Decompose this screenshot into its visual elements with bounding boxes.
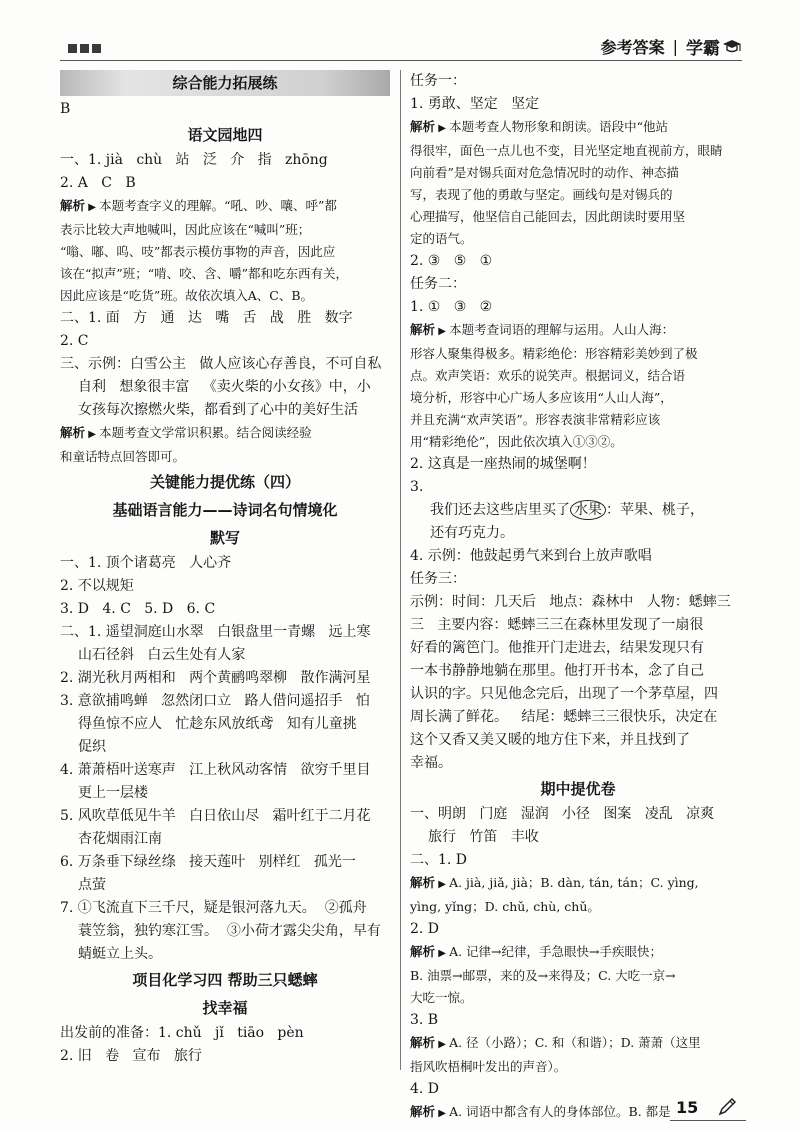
answer-line: 这个又香又美又暖的地方住下来，并且找到了 — [410, 732, 690, 748]
analysis-line-continued: 点。欢声笑语：欢乐的说笑声。根据词义，结合语 — [410, 368, 686, 383]
answer-line-continued: 山石径斜 白云生处有人家 — [78, 647, 246, 663]
pencil-icon — [716, 1096, 738, 1118]
analysis-line-continued: 大吃一惊。 — [410, 990, 473, 1005]
triangle-icon: ▶ — [435, 1039, 450, 1050]
answer-line: 3. — [410, 479, 424, 495]
analysis-line-continued: B. 油票→邮票，来的及→来得及；C. 大吃一京→ — [410, 968, 676, 983]
analysis-line-continued: 境分析，形容中心广场人多应该用“人山人海”， — [410, 390, 673, 405]
analysis-line-continued: yìng, yǐng；D. chǔ, chù, chǔ。 — [410, 899, 600, 914]
section-title: 找幸福 — [202, 999, 248, 1017]
analysis-text: A. 径（小路）；C. 和（和谐）；D. 萧萧（这里 — [449, 1035, 701, 1050]
analysis-line — [410, 941, 746, 965]
section-title: 期中提优卷 — [540, 780, 616, 798]
answer-line: 3. D 4. C 5. D 6. C — [60, 601, 216, 617]
analysis-line — [410, 1032, 746, 1056]
analysis-line-continued: 指风吹梧桐叶发出的声音）。 — [410, 1059, 567, 1074]
answer-line: 2. A C B — [60, 175, 136, 191]
analysis-label: 解析 — [410, 875, 436, 890]
header-label: 参考答案 — [600, 38, 665, 57]
triangle-icon: ▶ — [435, 326, 450, 337]
analysis-line — [410, 319, 746, 343]
analysis-text: 本题考查文学常识积累。结合阅读经验 — [99, 425, 312, 440]
analysis-line-continued: 用“精彩绝伦”，因此依次填入①③②。 — [410, 434, 623, 449]
answer-line: 周长满了鲜花。 结尾：蟋蟀三三很快乐，决定在 — [410, 709, 718, 725]
answer-line: 4. 萧萧梧叶送寒声 江上秋风动客情 欲穷千里目 — [60, 762, 371, 778]
answer-line: 4. D — [410, 1081, 440, 1097]
answer-line: 认识的字。只见他念完后，出现了一个茅草屋，四 — [410, 686, 718, 702]
analysis-line-continued: 形容人聚集得极多。精彩绝伦：形容精彩美妙到了极 — [410, 346, 698, 361]
answer-line: 7. ①飞流直下三千尺，疑是银河落九天。 ②孤舟 — [60, 900, 367, 916]
answer-line-continued: 旅行 竹笛 丰收 — [428, 829, 539, 845]
answer-line-continued: 得鱼惊不应人 忙趁东风放纸鸢 知有儿童挑 — [78, 716, 357, 732]
answer-line: 三 主要内容：蟋蟀三三在森林里发现了一扇很 — [410, 617, 704, 633]
answer-line: 4. 示例：他鼓起勇气来到台上放声歌唱 — [410, 548, 652, 564]
answer-line: 一、1. jià chù 站 泛 介 指 zhōng — [60, 152, 328, 168]
analysis-label: 解析 — [410, 944, 436, 959]
page-header — [0, 0, 800, 62]
analysis-label: 解析 — [410, 1104, 436, 1119]
answer-line: 3. 意欲捕鸣蝉 忽然闭口立 路人借问遥招手 怕 — [60, 693, 370, 709]
answer-line: 2. C — [60, 333, 89, 349]
analysis-line — [410, 872, 746, 896]
analysis-label: 解析 — [410, 1035, 436, 1050]
answer-line: 2. 不以规矩 — [60, 578, 134, 594]
answer-line: 2. 这真是一座热闹的城堡啊！ — [410, 456, 596, 472]
header-rule — [60, 60, 742, 61]
section-banner: 综合能力拓展练 — [60, 70, 390, 96]
answer-text: 我们还去这些店里买了 — [430, 502, 570, 518]
answer-line: 2. ③ ⑤ ① — [410, 253, 493, 269]
circled-answer-line — [410, 499, 746, 522]
analysis-line-continued: 写，表现了他的勇敢与坚定。画线句是对锡兵的 — [410, 187, 673, 202]
answer-line: 2. 旧 卷 宣布 旅行 — [60, 1048, 202, 1064]
answer-line: 二、1. D — [410, 852, 468, 868]
section-title: 基础语言能力——诗词名句情境化 — [112, 501, 338, 519]
answer-line: 好看的篱笆门。他推开门走进去，结果发现只有 — [410, 640, 704, 656]
answer-text: ：苹果、桃子， — [606, 502, 704, 518]
left-column — [60, 70, 390, 1068]
answer-line-continued: 蓑笠翁，独钓寒江雪。 ③小荷才露尖尖角，早有 — [78, 923, 381, 939]
answer-line: 任务二： — [410, 276, 466, 292]
section-title: 项目化学习四 帮助三只蟋蟀 — [132, 971, 318, 989]
answer-line: 示例：时间：几天后 地点：森林中 人物：蟋蟀三 — [410, 594, 731, 610]
answer-line: 三、示例：白雪公主 做人应该心存善良，不可自私 — [60, 356, 382, 372]
page-number: 15 — [676, 1098, 699, 1117]
answer-line: 1. ① ③ ② — [410, 299, 493, 315]
brand-logo: 学霸 — [686, 39, 720, 59]
analysis-text: A. 词语中都含有人的身体部位。B. 都是 — [449, 1104, 671, 1119]
analysis-line-continued: 表示比较大声地喊叫，因此应该在“喊叫”班； — [60, 222, 311, 237]
triangle-icon: ▶ — [435, 123, 450, 134]
answer-line: 任务一： — [410, 73, 466, 89]
analysis-line — [410, 116, 746, 140]
analysis-line-continued: 并且充满“欢声笑语”。形容表演非常精彩应该 — [410, 412, 661, 427]
analysis-text: A. 记律→纪律，手急眼快→手疾眼快； — [449, 944, 662, 959]
triangle-icon: ▶ — [85, 202, 100, 213]
answer-line: 2. D — [410, 921, 440, 937]
answer-line: 一本书静静地躺在那里。他打开书本，念了自己 — [410, 663, 704, 679]
answer-line-continued: 杏花烟雨江南 — [78, 831, 162, 847]
answer-line: 6. 万条垂下绿丝绦 接天莲叶 别样红 孤光一 — [60, 854, 356, 870]
graduation-cap-icon — [722, 39, 742, 55]
answer-line-continued: 蜻蜓立上头。 — [78, 946, 162, 962]
answer-line: 幸福。 — [410, 755, 452, 771]
header-squares — [68, 44, 101, 53]
analysis-line-continued: 向前看”是对锡兵面对危急情况时的动作、神态描 — [410, 165, 679, 180]
analysis-line — [60, 195, 390, 219]
answer-line-continued: 更上一层楼 — [78, 785, 148, 801]
footer-rule — [670, 1120, 746, 1121]
analysis-line-continued: 和童话特点回答即可。 — [60, 449, 186, 464]
answer-line: B — [60, 101, 71, 117]
answer-line: 二、1. 面 方 通 达 嘴 舌 战 胜 数字 — [60, 310, 353, 326]
analysis-text: 本题考查人物形象和朗读。语段中“他站 — [449, 119, 668, 134]
answer-line: 3. B — [410, 1012, 439, 1028]
triangle-icon: ▶ — [435, 1108, 450, 1119]
answer-line: 5. 风吹草低见牛羊 白日依山尽 霜叶红于二月花 — [60, 808, 371, 824]
answer-line-continued: 还有巧克力。 — [430, 525, 514, 541]
answer-line: 任务三： — [410, 571, 466, 587]
analysis-line-continued: 因此应该是“吃货”班。故依次填入A、C、B。 — [60, 288, 314, 303]
answer-line-continued: 女孩每次擦燃火柴，都看到了心中的美好生活 — [78, 402, 358, 418]
triangle-icon: ▶ — [85, 429, 100, 440]
analysis-label: 解析 — [60, 198, 86, 213]
analysis-line — [60, 422, 390, 446]
answer-line-continued: 促织 — [78, 739, 106, 755]
header-separator: | — [672, 37, 678, 56]
answer-line: 2. 湖光秋月两相和 两个黄鹂鸣翠柳 散作满河星 — [60, 670, 371, 686]
analysis-label: 解析 — [410, 119, 436, 134]
analysis-line-continued: “嗡、嘟、呜、吱”都表示模仿事物的声音，因此应 — [60, 244, 336, 259]
section-title: 默写 — [209, 529, 240, 547]
analysis-text: 本题考查字义的理解。“吼、吵、嚷、呼”都 — [99, 198, 337, 213]
right-column — [410, 70, 746, 1125]
triangle-icon: ▶ — [435, 879, 450, 890]
answer-line: 出发前的准备：1. chǔ jǐ tiāo pèn — [60, 1025, 304, 1041]
analysis-line-continued: 心理描写，他坚信自己能回去，因此朗读时要用坚 — [410, 209, 686, 224]
answer-line-continued: 点萤 — [78, 877, 106, 893]
analysis-text: 本题考查词语的理解与运用。人山人海： — [449, 322, 675, 337]
section-title: 关键能力提优练（四） — [149, 473, 300, 491]
answer-line-continued: 自利 想象很丰富 《卖火柴的小女孩》中，小 — [78, 379, 371, 395]
analysis-label: 解析 — [60, 425, 86, 440]
header-brand — [601, 34, 742, 59]
answer-line: 二、1. 遥望洞庭山水翠 白银盘里一青螺 远上寒 — [60, 624, 371, 640]
answer-line: 一、1. 顶个诸葛亮 人心齐 — [60, 555, 232, 571]
analysis-line-continued: 定的语气。 — [410, 231, 473, 246]
answer-line: 一、明朗 门庭 湿润 小径 图案 凌乱 凉爽 — [410, 806, 715, 822]
circled-word: 水果 — [570, 500, 606, 520]
triangle-icon: ▶ — [435, 948, 450, 959]
analysis-label: 解析 — [410, 322, 436, 337]
section-title: 语文园地四 — [187, 126, 263, 144]
analysis-line-continued: 得很牢，面色一点儿也不变，目光坚定地直视前方，眼睛 — [410, 143, 723, 158]
column-divider — [400, 70, 401, 1070]
analysis-line-continued: 该在“拟声”班；“啃、咬、含、嚼”都和吃东西有关， — [60, 266, 349, 281]
answer-line: 1. 勇敢、坚定 坚定 — [410, 96, 540, 112]
analysis-text: A. jià, jiǎ, jià；B. dàn, tán, tán；C. yìng, — [449, 875, 699, 890]
